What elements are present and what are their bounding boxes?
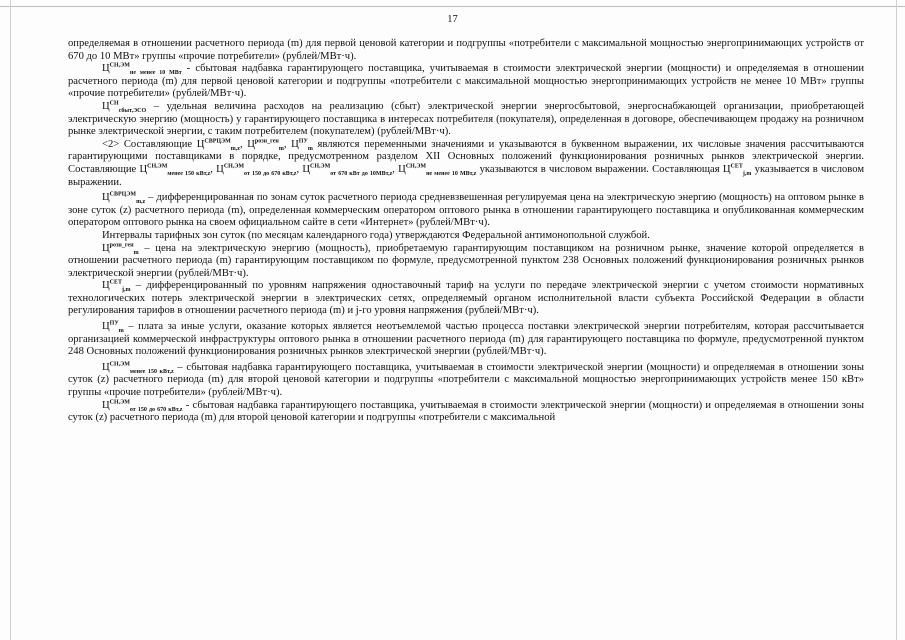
paragraph: $Ц^{СН}_{сбыт,ЭСО}$ – удельная величина расходов на реализацию (сбыт) электрической энергии энергосбытовой, энергоснабжающей организации, приобретающей электрическую энергию (мощность) у гарантирующего поставщика в интересах потребителя (покупателя), определенная в договоре, обеспечивающем продажу на розничном рынке электрической энергии, с таким потребителем (покупателем) (рублей/МВт·ч). bbox=[68, 100, 864, 138]
formula-symbol: $Ц^{ПУ}_m$ bbox=[102, 320, 124, 335]
paragraph: $Ц^{СВРЦЭМ}_{m,z}$ – дифференцированная по зонам суток расчетного периода средневзвешенная регулируемая цена на электрическую энергию (мощность) на оптовом рынке в зоне суток (z) расчетного периода (m), определенная коммерческим оператором оптового рынка в отношении гарантирующего поставщика и опубликованная коммерческим оператором оптового рынка на своем официальном сайте в сети «Интернет» (рублей/МВт·ч). bbox=[68, 191, 864, 229]
scan-edge-left bbox=[10, 0, 11, 640]
page-number: 17 bbox=[447, 14, 458, 25]
footnote-paragraph: <2> Составляющие $Ц^{СВРЦЭМ}_{m,z}$, $Ц^{розн\_ген}_m$, $Ц^{ПУ}_m$ являются переменными значениями и указываются в буквенном выражении, их числовые значения рассчитываются гарантирующими поставщиками в порядке, предусмотренном разделом XII Основных положений функционирования розничных рынков электрической энергии. Составляющие $Ц^{СН,ЭМ}_{менее 150 кВт,z}$, $Ц^{СН,ЭМ}_{от 150 до 670 кВт,z}$, $Ц^{СН,ЭМ}_{от 670 кВт до 10МВт,z}$, $Ц^{СН,ЭМ}_{не менее 10 МВт,z}$ указываются в числовом выражении. Составляющая $Ц^{СЕТ}_{j,m}$ указывается в числовом выражении. bbox=[68, 138, 865, 188]
formula-symbol: $Ц^{СН,ЭМ}_{от 670 кВт до 10МВт,z}$ bbox=[302, 163, 393, 178]
formula-symbol: $Ц^{СН,ЭМ}_{от 150 до 670 кВт,z}$ bbox=[102, 399, 183, 413]
scan-edge-right bbox=[896, 0, 897, 640]
paragraph: $Ц^{СН,ЭМ}_{менее 150 кВт,z}$ – сбытовая надбавка гарантирующего поставщика, учитываемая в стоимости электрической энергии (мощности) и определяемая в отношении зоны суток (z) расчетного периода (m) для второй ценовой категории и подгруппы «потребители с максимальной мощностью энергопринимающих устройств менее 150 кВт» группы «прочие потребители» (рублей/МВт·ч). bbox=[68, 361, 864, 399]
paragraph: $Ц^{СЕТ}_{j,m}$ – дифференцированный по уровням напряжения одноставочный тариф на услуги по передаче электрической энергии с учетом стоимости нормативных технологических потерь электрической энергии в электрических сетях, определяемый органом исполнительной власти субъекта Российской Федерации в области регулирования тарифов в отношении расчетного периода (m) и j-го уровня напряжения (рублей/МВт·ч). bbox=[68, 279, 864, 317]
paragraph: $Ц^{СН,ЭМ}_{от 150 до 670 кВт,z}$ - сбытовая надбавка гарантирующего поставщика, учитываемая в стоимости электрической энергии (мощности) и определяемая в отношении зоны суток (z) расчетного периода (m) для второй ценовой категории и подгруппы «потребители с максимальной bbox=[68, 399, 864, 424]
formula-symbol: $Ц^{СВРЦЭМ}_{m,z}$ bbox=[196, 138, 240, 152]
formula-symbol: $Ц^{СН,ЭМ}_{менее 150 кВт,z}$ bbox=[139, 163, 211, 178]
paragraph: определяемая в отношении расчетного периода (m) для первой ценовой категории и подгруппы «потребители с максимальной мощностью энергопринимающих устройств от 670 до 10 МВт» группы «прочие потребители» (рублей/МВт·ч). bbox=[68, 38, 864, 62]
paragraph: $Ц^{розн\_ген}_m$ – цена на электрическую энергию (мощность), приобретаемую гарантирующим поставщиком на розничном рынке, значение которой определяется в отношении расчетного периода (m) гарантирующим поставщиком по формуле, предусмотренной пунктом 238 Основных положений функционирования розничных рынков электрической энергии (рублей/МВт·ч). bbox=[68, 241, 864, 279]
formula-symbol: $Ц^{ПУ}_m$ bbox=[291, 138, 313, 152]
formula-symbol: $Ц^{розн\_ген}_m$ bbox=[247, 138, 284, 152]
formula-symbol: $Ц^{СН,ЭМ}_{от 150 до 670 кВт,z}$ bbox=[216, 163, 297, 178]
formula-symbol: $Ц^{СН}_{сбыт,ЭСО}$ bbox=[102, 100, 147, 115]
formula-symbol: $Ц^{СЕТ}_{j,m}$ bbox=[722, 163, 752, 178]
scan-edge-top bbox=[0, 6, 905, 7]
formula-symbol: $Ц^{СН,ЭМ}_{не менее 10 МВт,z}$ bbox=[398, 163, 477, 178]
formula-symbol: $Ц^{СЕТ}_{j,m}$ bbox=[102, 279, 131, 294]
document-body bbox=[68, 38, 864, 425]
paragraph: $Ц^{ПУ}_m$ – плата за иные услуги, оказание которых является неотъемлемой частью процесса поставки электрической энергии потребителям, которая рассчитывается организацией коммерческой инфраструктуры оптового рынка в отношении расчетного периода (m) для гарантирующего поставщика по формуле, предусмотренной пунктом 248 Основных положений функционирования розничных рынков электрической энергии (рублей/МВт·ч). bbox=[68, 320, 865, 358]
formula-symbol: $Ц^{розн\_ген}_m$ bbox=[102, 241, 139, 256]
formula-symbol: $Ц^{СН,ЭМ}_{менее 150 кВт,z}$ bbox=[102, 361, 174, 375]
paragraph: Интервалы тарифных зон суток (по месяцам календарного года) утверждаются Федеральной антимонопольной службой. bbox=[102, 229, 650, 241]
formula-symbol: $Ц^{СВРЦЭМ}_{m,z}$ bbox=[102, 191, 146, 206]
formula-symbol: $Ц^{СН,ЭМ}_{не менее 10 МВт}$ bbox=[102, 62, 182, 77]
paragraph: $Ц^{СН,ЭМ}_{не менее 10 МВт}$ - сбытовая надбавка гарантирующего поставщика, учитываемая в стоимости электрической энергии (мощности) и определяемая в отношении расчетного периода (m) для первой ценовой категории и подгруппы «потребители с максимальной мощностью энергопринимающих устройств не менее 10 МВт» группы «прочие потребители» (рублей/МВт·ч). bbox=[68, 62, 864, 100]
